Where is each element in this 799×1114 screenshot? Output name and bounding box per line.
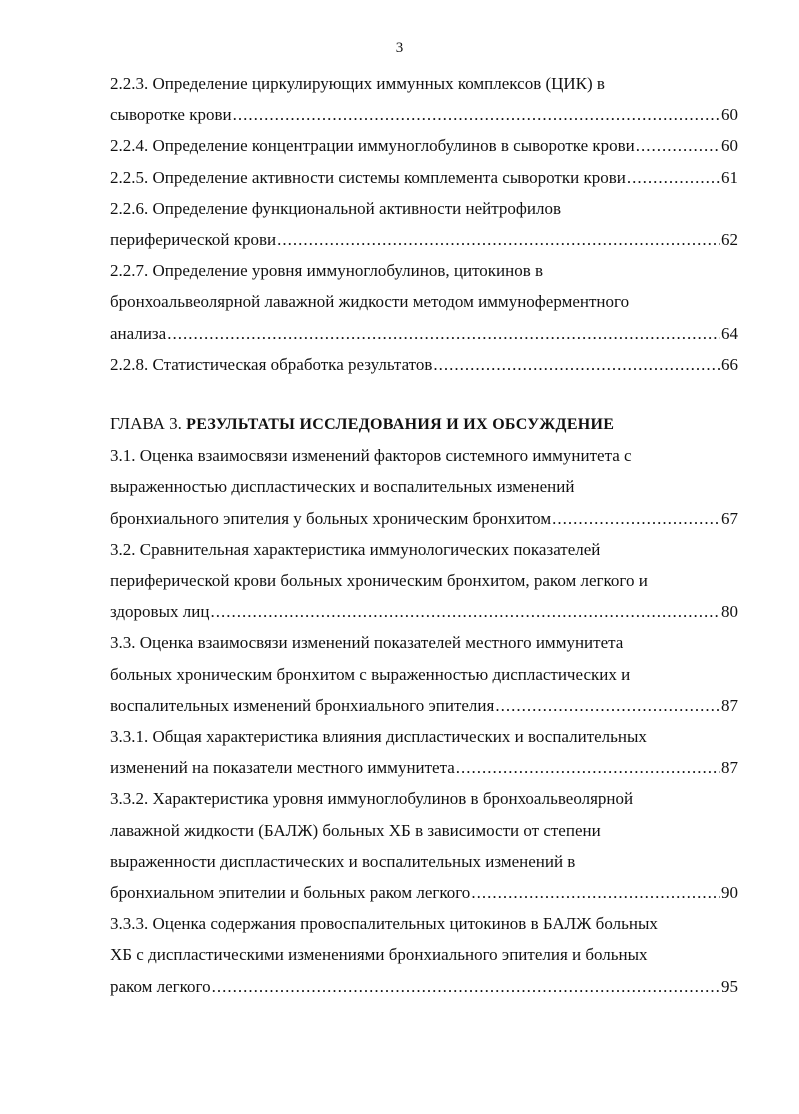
toc-page-number: 80: [721, 602, 738, 622]
toc-entry: [110, 130, 738, 161]
table-of-contents: [110, 68, 738, 1002]
toc-entry-last-line: [110, 318, 738, 349]
toc-entry-line: больных хроническим бронхитом с выраженностью диспластических и: [110, 664, 631, 684]
chapter-title: РЕЗУЛЬТАТЫ ИССЛЕДОВАНИЯ И ИХ ОБСУЖДЕНИЕ: [186, 416, 615, 434]
toc-entry-line: 3.1. Оценка взаимосвязи изменений факторов системного иммунитета с: [110, 446, 632, 466]
toc-entry-text: раком легкого: [110, 976, 211, 996]
toc-entry-line: 3.3.1. Общая характеристика влияния диспластических и воспалительных: [110, 727, 647, 747]
toc-page-number: 67: [721, 508, 738, 528]
toc-entry-text: воспалительных изменений бронхиального эпителия: [110, 695, 495, 715]
toc-entry: [110, 162, 738, 193]
dot-leader: [212, 971, 720, 1002]
chapter-label: ГЛАВА 3.: [110, 414, 182, 434]
dot-leader: [167, 318, 720, 349]
toc-entry-line: 2.2.3. Определение циркулирующих иммунных комплексов (ЦИК) в: [110, 74, 605, 93]
toc-entry-line: выраженности диспластических и воспалительных изменений в: [110, 851, 576, 871]
toc-entry-line: 2.2.7. Определение уровня иммуноглобулинов, цитокинов в: [110, 261, 544, 281]
toc-entry-text: здоровых лиц: [110, 602, 210, 622]
toc-entry-text: бронхиального эпителия у больных хроническим бронхитом: [110, 508, 552, 528]
toc-entry-text: анализа: [110, 323, 167, 343]
toc-entry: [110, 440, 738, 534]
page-number: 3: [395, 40, 404, 56]
toc-entry-line: 3.3. Оценка взаимосвязи изменений показателей местного иммунитета: [110, 633, 624, 653]
dot-leader: [433, 349, 720, 380]
toc-entry-last-line: [110, 224, 738, 255]
toc-entry-line: 3.2. Сравнительная характеристика иммунологических показателей: [110, 539, 601, 559]
toc-entry-line: ХБ с диспластическими изменениями бронхиального эпителия и больных: [110, 945, 648, 965]
toc-entry: [110, 783, 738, 908]
toc-entry-last-line: [110, 130, 738, 161]
toc-entry-last-line: [110, 162, 738, 193]
dot-leader: [495, 690, 720, 721]
dot-leader: [210, 596, 720, 627]
toc-entry-text: 2.2.4. Определение концентрации иммуноглобулинов в сыворотке крови: [110, 136, 635, 156]
toc-entry-last-line: [110, 877, 738, 908]
toc-entry-last-line: [110, 690, 738, 721]
dot-leader: [277, 224, 720, 255]
toc-entry-text: изменений на показатели местного иммунитета: [110, 758, 455, 778]
toc-entry-text: бронхиальном эпителии и больных раком легкого: [110, 883, 471, 903]
toc-page-number: 62: [721, 230, 738, 250]
toc-entry: [110, 255, 738, 349]
toc-page-number: 61: [721, 167, 738, 187]
toc-entry-last-line: [110, 349, 738, 380]
toc-entry-text: сыворотке крови: [110, 105, 232, 125]
toc-page-number: 60: [721, 105, 738, 125]
toc-page-number: 90: [721, 883, 738, 903]
toc-entry-last-line: [110, 596, 738, 627]
toc-entry-last-line: [110, 99, 738, 130]
dot-leader: [471, 877, 720, 908]
toc-entry: [110, 349, 738, 380]
toc-entry: [110, 193, 738, 255]
toc-entry: [110, 627, 738, 721]
toc-entry: [110, 534, 738, 628]
dot-leader: [456, 752, 720, 783]
dot-leader: [552, 503, 720, 534]
chapter-heading: [110, 408, 738, 440]
toc-entry: [110, 68, 738, 130]
toc-section-3: [110, 440, 738, 1002]
toc-entry-line: 3.3.3. Оценка содержания провоспалительных цитокинов в БАЛЖ больных: [110, 914, 658, 934]
dot-leader: [233, 99, 720, 130]
toc-page-number: 66: [721, 354, 738, 374]
toc-entry-text: 2.2.5. Определение активности системы комплемента сыворотки крови: [110, 167, 626, 187]
toc-page-number: 60: [721, 136, 738, 156]
toc-entry-last-line: [110, 503, 738, 534]
toc-entry-line: 2.2.6. Определение функциональной активности нейтрофилов: [110, 198, 562, 218]
toc-entry: [110, 721, 738, 783]
toc-entry-text: 2.2.8. Статистическая обработка результатов: [110, 354, 433, 374]
toc-entry-line: 3.3.2. Характеристика уровня иммуноглобулинов в бронхоальвеолярной: [110, 789, 634, 809]
dot-leader: [636, 130, 720, 161]
toc-section-2: [110, 68, 738, 380]
toc-entry-line: периферической крови больных хроническим бронхитом, раком легкого и: [110, 571, 648, 591]
toc-entry-last-line: [110, 971, 738, 1002]
toc-page-number: 64: [721, 323, 738, 343]
toc-entry-line: выраженностью диспластических и воспалительных изменений: [110, 477, 575, 497]
toc-entry: [110, 908, 738, 1002]
toc-entry-text: периферической крови: [110, 230, 277, 250]
dot-leader: [627, 162, 720, 193]
toc-page-number: 87: [721, 695, 738, 715]
toc-page-number: 95: [721, 976, 738, 996]
toc-entry-line: лаважной жидкости (БАЛЖ) больных ХБ в зависимости от степени: [110, 820, 601, 840]
toc-entry-line: бронхоальвеолярной лаважной жидкости методом иммуноферментного: [110, 292, 630, 312]
toc-page-number: 87: [721, 758, 738, 778]
toc-entry-last-line: [110, 752, 738, 783]
